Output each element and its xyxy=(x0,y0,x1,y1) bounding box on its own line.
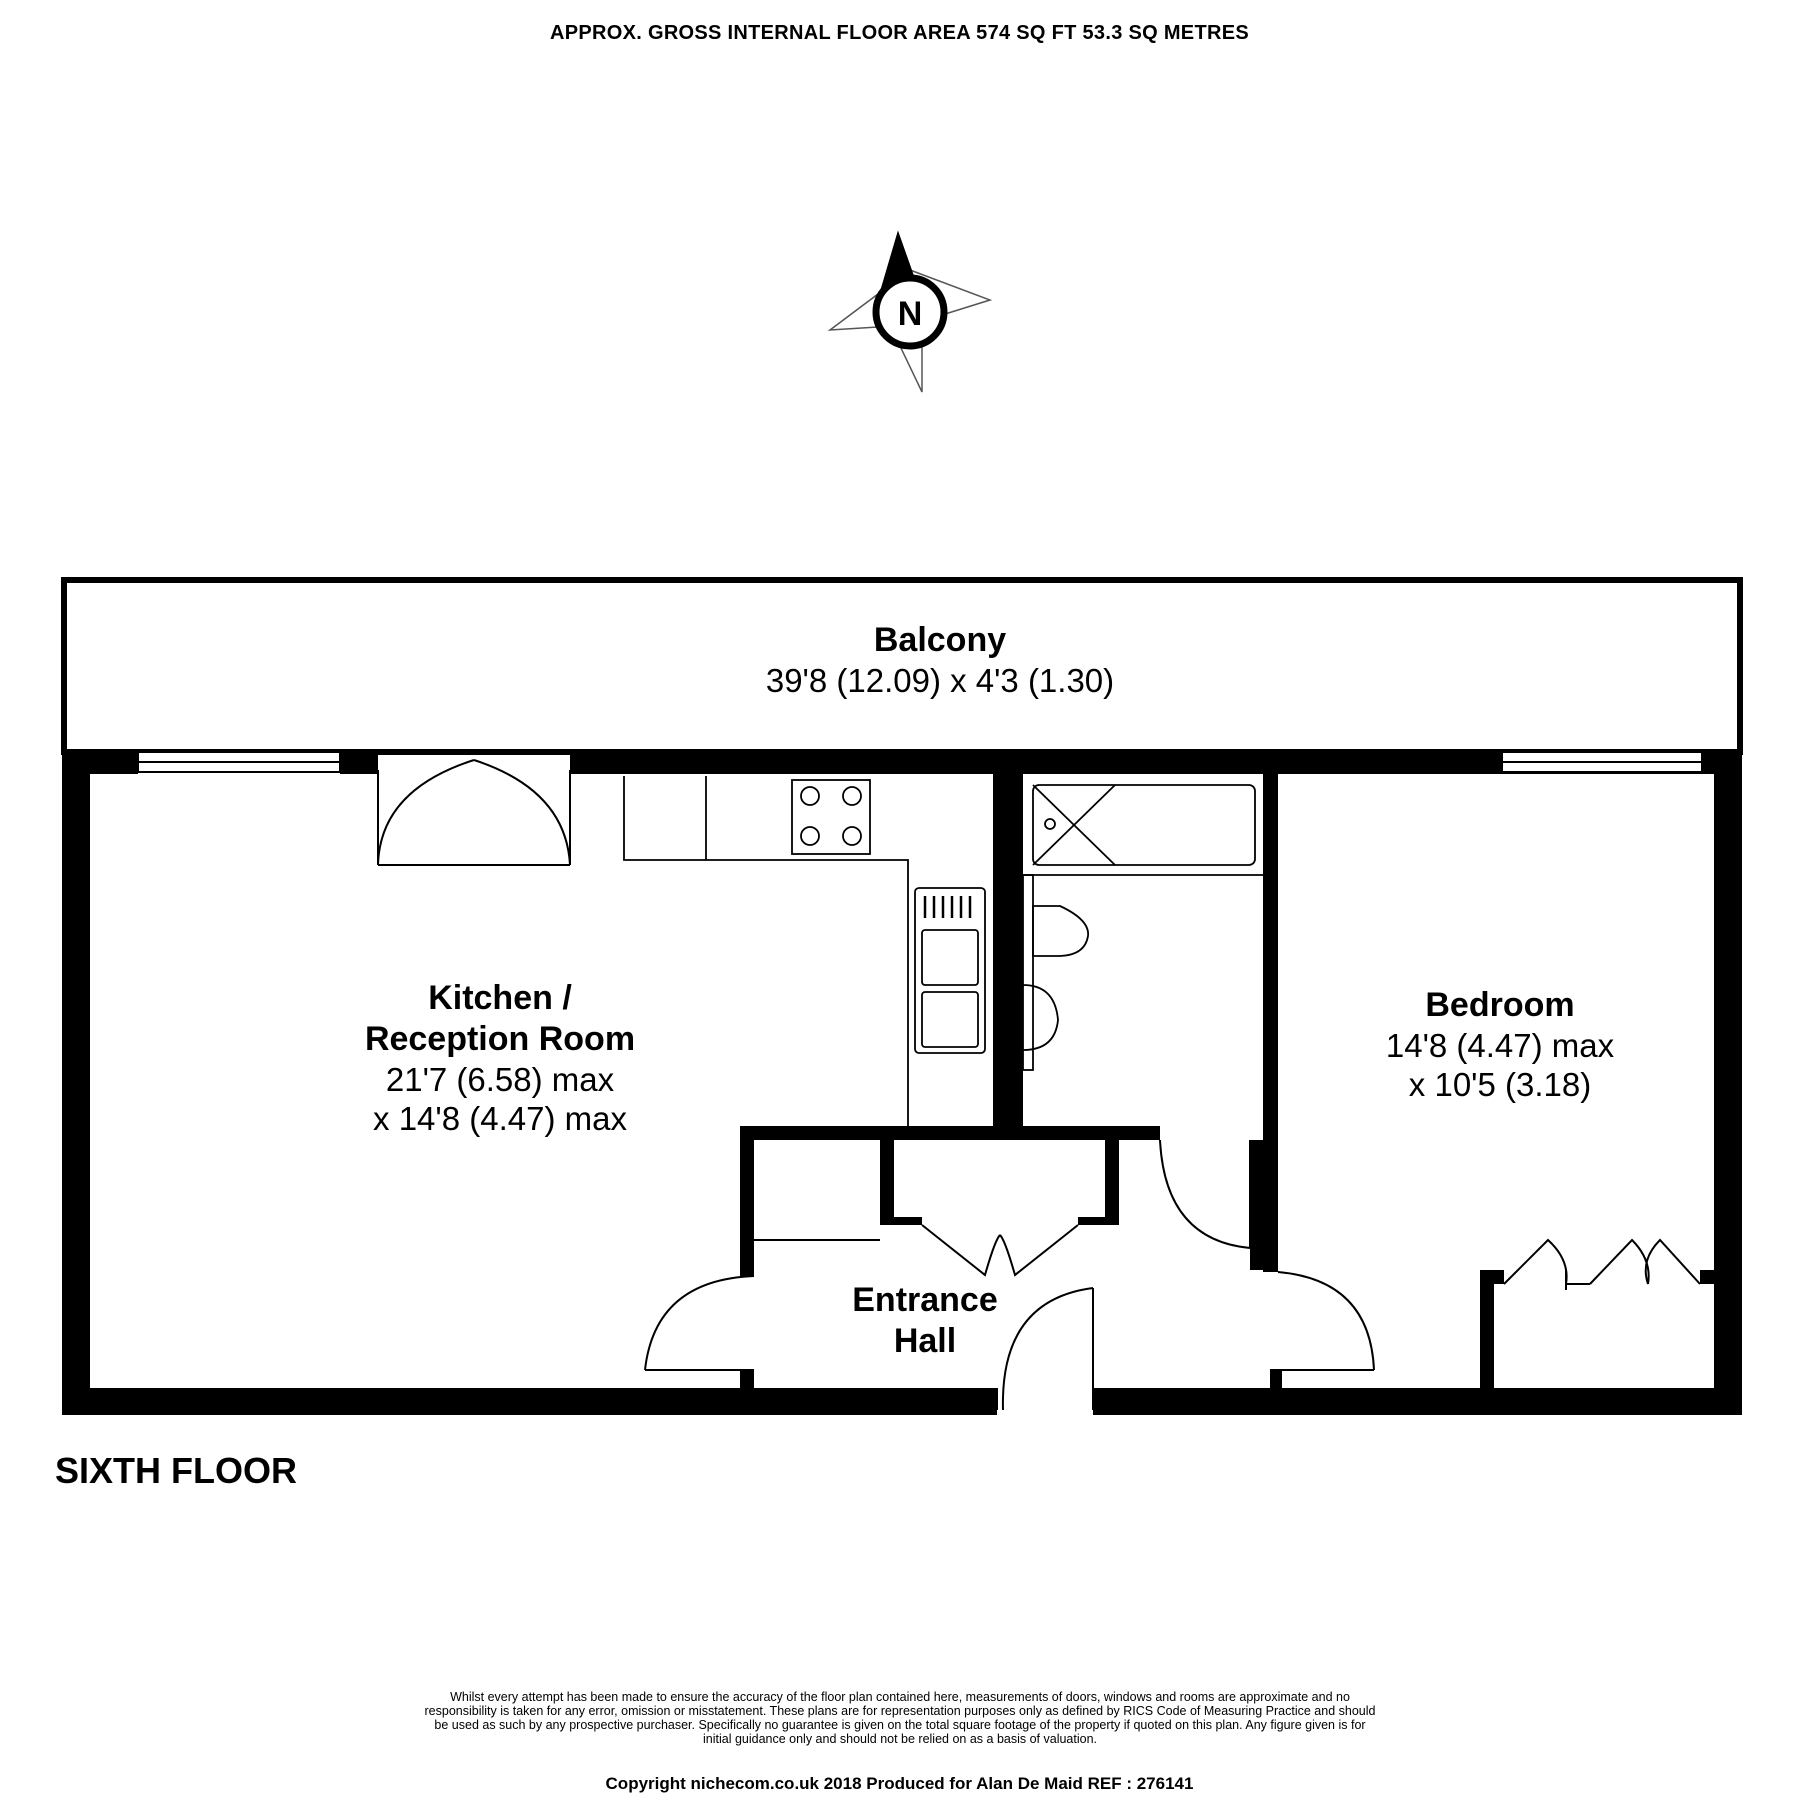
balcony-name: Balcony xyxy=(873,621,1007,659)
bathroom-door xyxy=(1160,1140,1250,1248)
kitchen-dims-line2: x 14'8 (4.47) max xyxy=(373,1100,627,1138)
hall-cupboards xyxy=(754,1225,1078,1275)
bedroom-dims-line1: 14'8 (4.47) max xyxy=(1385,1026,1615,1064)
entrance-hall-label xyxy=(800,1280,1050,1362)
balcony-dims: 39'8 (12.09) x 4'3 (1.30) xyxy=(765,661,1115,699)
balcony-label xyxy=(620,620,1260,700)
bedroom-label xyxy=(1340,985,1660,1105)
bathroom-fittings xyxy=(1010,785,1263,1070)
balcony-doors xyxy=(378,760,570,865)
floor-label: SIXTH FLOOR xyxy=(55,1450,297,1491)
kitchen-name-line2: Reception Room xyxy=(364,1019,636,1058)
compass-north-label: N xyxy=(897,295,923,333)
hall-name-line1: Entrance xyxy=(852,1281,998,1319)
kitchen-name-line1: Kitchen / xyxy=(428,979,572,1017)
bedroom-name: Bedroom xyxy=(1425,986,1575,1024)
kitchen-reception-label xyxy=(280,978,720,1139)
bedroom-dims-line2: x 10'5 (3.18) xyxy=(1408,1066,1592,1104)
disclaimer-text: Whilst every attempt has been made to ensure the accuracy of the floor plan contained here, measurements of doors, windows and rooms are approximate and no responsibility is taken for any error, omission or misstatement. These plans are for representation purposes only as defined by RICS Code of Measuring Practice and should be used as such by any prospective purchaser. Specifically no guarantee is given on the total square footage of the property if quoted on this plan. Any figure given is for initial guidance only and should not be relied on as a basis of valuation. xyxy=(424,1690,1376,1746)
kitchen-dims-line1: 21'7 (6.58) max xyxy=(385,1060,615,1098)
hall-name-line2: Hall xyxy=(893,1321,957,1360)
floor-area-title: APPROX. GROSS INTERNAL FLOOR AREA 574 SQ FT 53.3 SQ METRES xyxy=(549,22,1249,44)
compass-icon xyxy=(830,232,990,392)
copyright-text: Copyright nichecom.co.uk 2018 Produced for Alan De Maid REF : 276141 xyxy=(605,1774,1194,1793)
